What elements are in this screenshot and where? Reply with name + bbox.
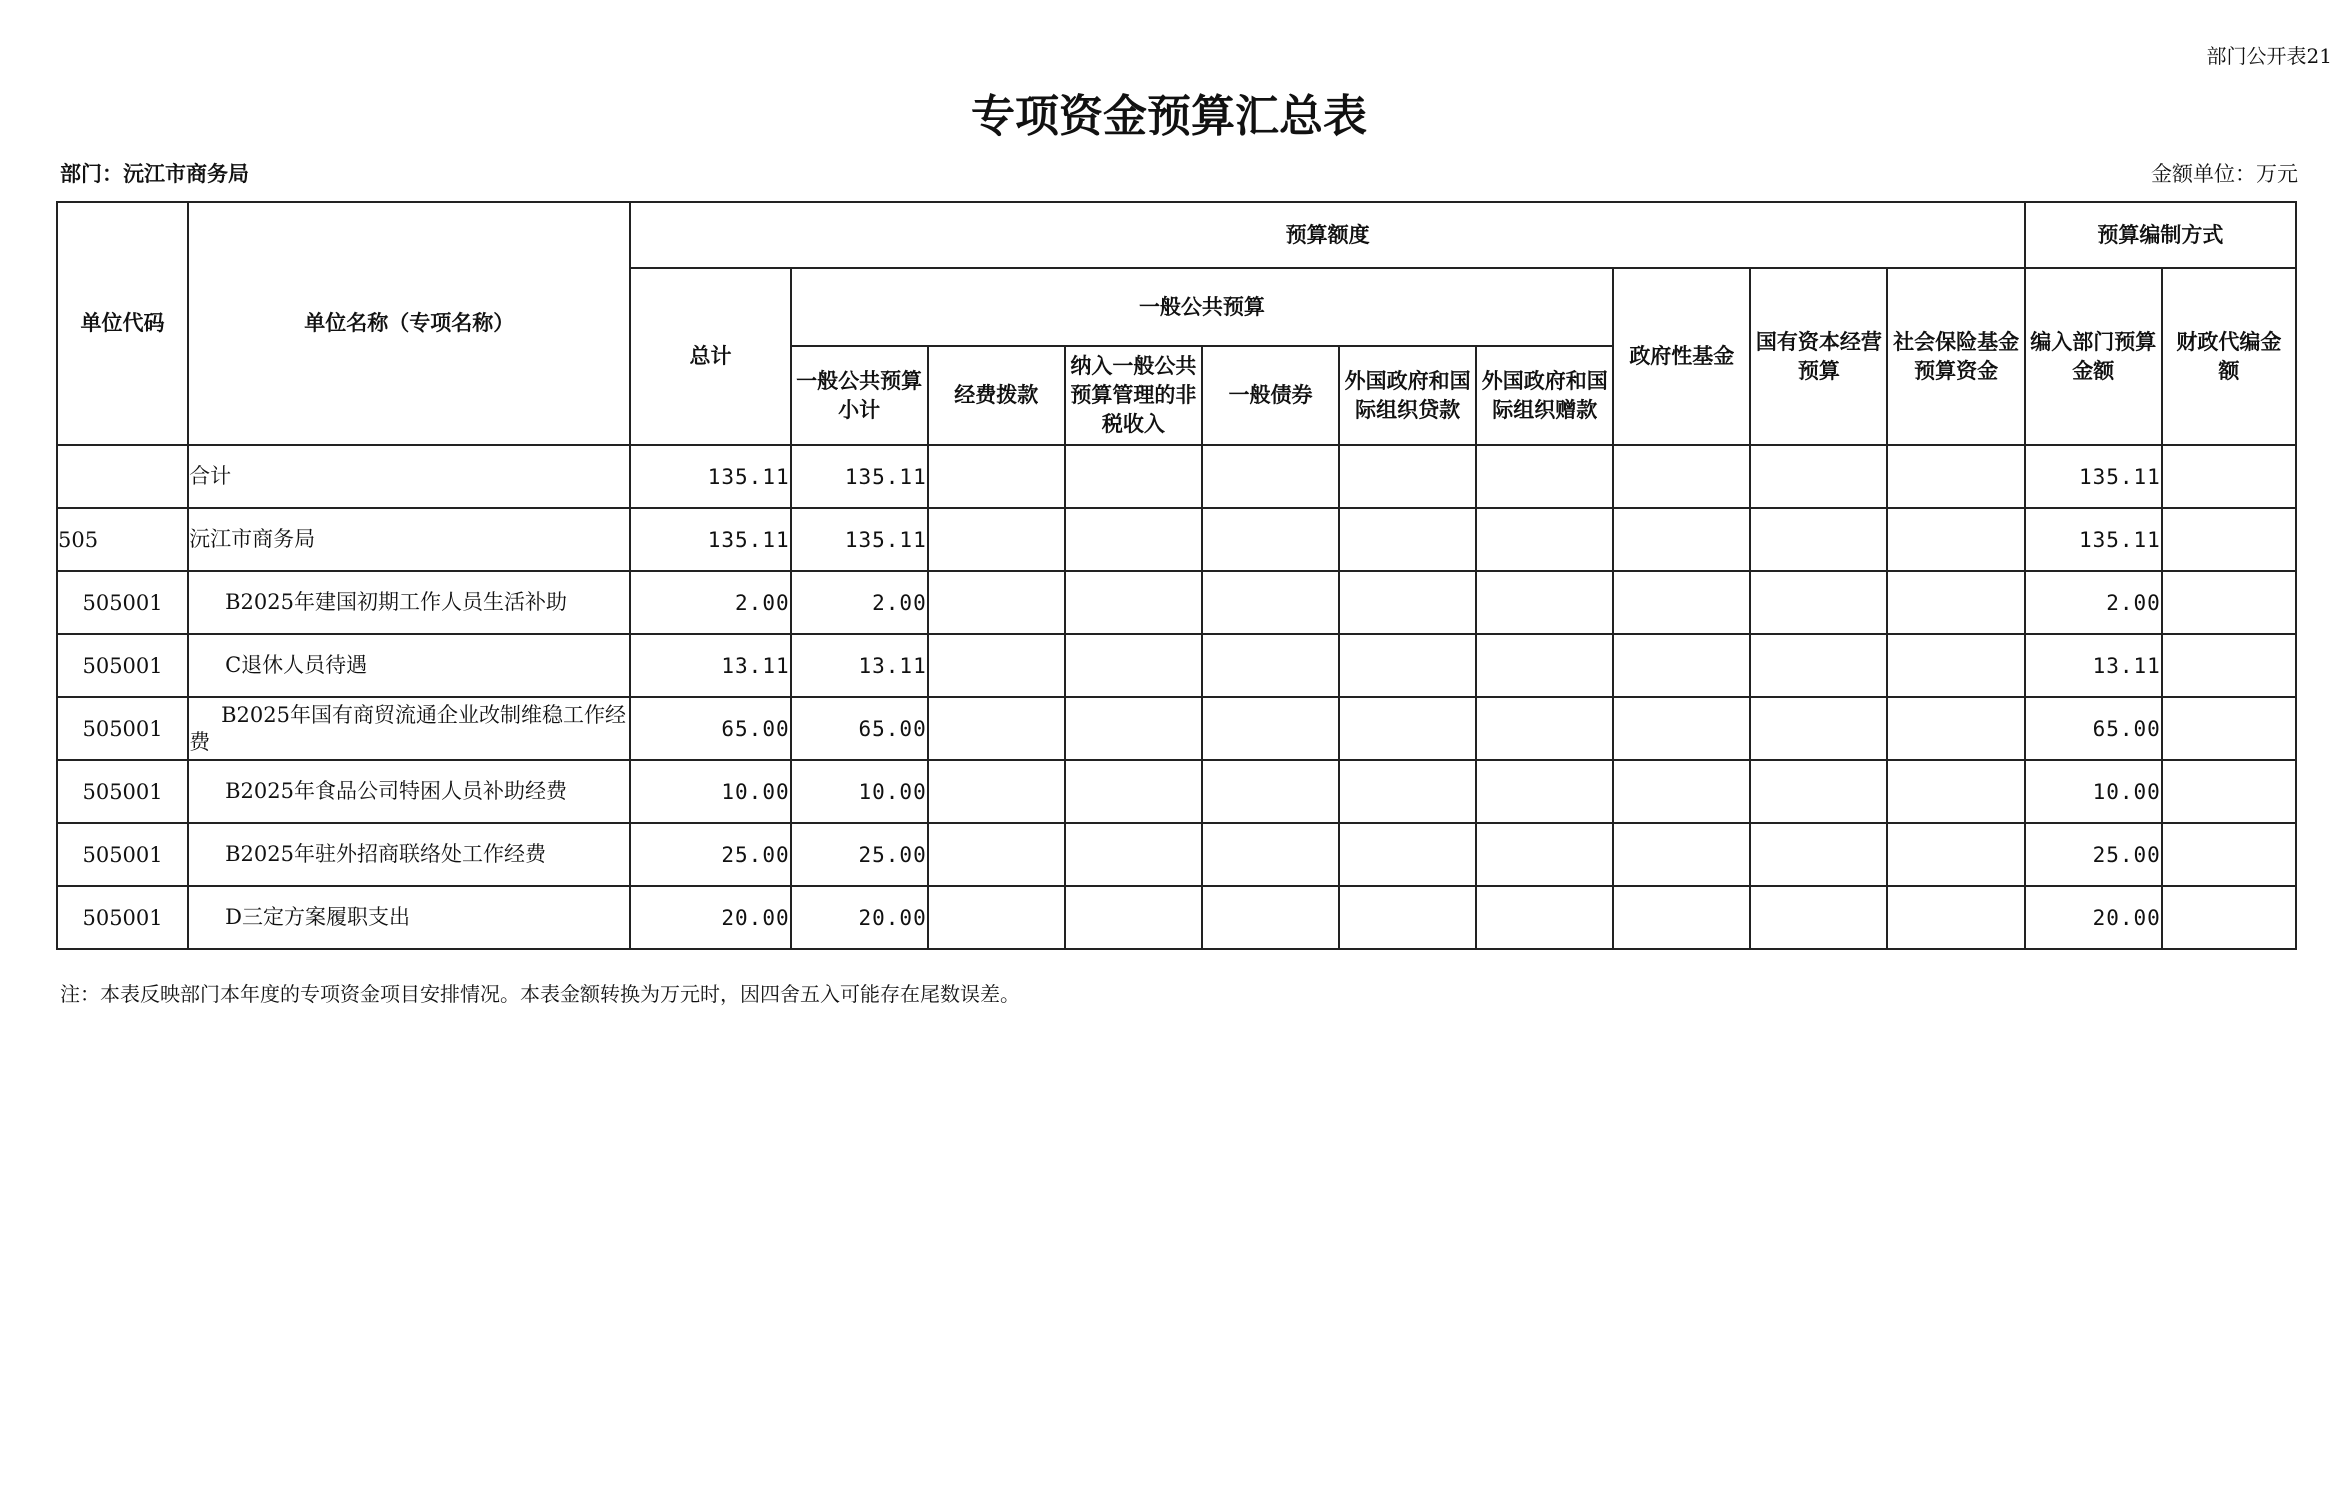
header-budget-method: 预算编制方式	[2025, 202, 2296, 268]
special-fund-budget-table	[56, 201, 2297, 950]
table-row	[57, 697, 2296, 760]
table-row	[57, 445, 2296, 508]
unit-code-cell: 505001	[57, 823, 188, 886]
header-total: 总计	[630, 268, 790, 445]
unit-code-cell: 505	[57, 508, 188, 571]
header-budget-amount: 预算额度	[630, 202, 2024, 268]
dept-budget-cell: 10.00	[2025, 760, 2162, 823]
project-name-cell: B2025年建国初期工作人员生活补助	[188, 571, 630, 634]
gp-subtotal-cell: 2.00	[791, 571, 928, 634]
header-funding-allocation: 经费拨款	[928, 346, 1065, 445]
total-cell: 10.00	[630, 760, 790, 823]
unit-code-cell: 505001	[57, 697, 188, 760]
gp-subtotal-cell: 25.00	[791, 823, 928, 886]
header-foreign-loans: 外国政府和国际组织贷款	[1339, 346, 1476, 445]
header-social-insurance: 社会保险基金预算资金	[1887, 268, 2024, 445]
total-cell: 2.00	[630, 571, 790, 634]
header-dept-budget-amount: 编入部门预算金额	[2025, 268, 2162, 445]
dept-budget-cell: 65.00	[2025, 697, 2162, 760]
table-row	[57, 886, 2296, 949]
footnote: 注：本表反映部门本年度的专项资金项目安排情况。本表金额转换为万元时，因四舍五入可能存在尾数误差。	[60, 982, 1020, 1006]
header-unit-code: 单位代码	[57, 202, 188, 445]
page-title: 专项资金预算汇总表	[971, 91, 1367, 142]
header-non-tax-income: 纳入一般公共预算管理的非税收入	[1065, 346, 1202, 445]
dept-budget-cell: 13.11	[2025, 634, 2162, 697]
gp-subtotal-cell: 10.00	[791, 760, 928, 823]
header-unit-name: 单位名称（专项名称）	[188, 202, 630, 445]
total-cell: 135.11	[630, 445, 790, 508]
header-state-capital: 国有资本经营预算	[1750, 268, 1887, 445]
project-name-cell	[188, 697, 630, 760]
total-cell: 25.00	[630, 823, 790, 886]
department-label: 部门：沅江市商务局	[60, 161, 249, 186]
gp-subtotal-cell: 20.00	[791, 886, 928, 949]
amount-unit-label: 金额单位：万元	[2151, 162, 2298, 186]
gp-subtotal-cell: 65.00	[791, 697, 928, 760]
table-row	[57, 823, 2296, 886]
table-row	[57, 760, 2296, 823]
project-name-cell: D三定方案履职支出	[188, 886, 630, 949]
header-government-fund: 政府性基金	[1613, 268, 1750, 445]
header-fiscal-agent-amount: 财政代编金额	[2162, 268, 2296, 445]
project-name-text: B2025年国有商贸流通企业改制维稳工作经费	[189, 702, 626, 754]
unit-name-cell: 沅江市商务局	[188, 508, 630, 571]
header-general-public-budget: 一般公共预算	[791, 268, 1614, 346]
table-row	[57, 571, 2296, 634]
gp-subtotal-cell: 135.11	[791, 508, 928, 571]
dept-budget-cell: 2.00	[2025, 571, 2162, 634]
dept-budget-cell: 135.11	[2025, 508, 2162, 571]
total-cell: 13.11	[630, 634, 790, 697]
dept-budget-cell: 135.11	[2025, 445, 2162, 508]
unit-code-cell	[57, 445, 188, 508]
total-cell: 65.00	[630, 697, 790, 760]
header-gp-subtotal: 一般公共预算小计	[791, 346, 928, 445]
header-general-bonds: 一般债券	[1202, 346, 1339, 445]
table-row	[57, 508, 2296, 571]
unit-code-cell: 505001	[57, 571, 188, 634]
total-cell: 135.11	[630, 508, 790, 571]
project-name-cell: B2025年驻外招商联络处工作经费	[188, 823, 630, 886]
unit-code-cell: 505001	[57, 760, 188, 823]
dept-budget-cell: 20.00	[2025, 886, 2162, 949]
project-name-cell: C退休人员待遇	[188, 634, 630, 697]
header-foreign-grants: 外国政府和国际组织赠款	[1476, 346, 1613, 445]
sheet-number: 部门公开表21	[2206, 44, 2332, 68]
unit-code-cell: 505001	[57, 634, 188, 697]
gp-subtotal-cell: 13.11	[791, 634, 928, 697]
table-row	[57, 634, 2296, 697]
project-name-cell: B2025年食品公司特困人员补助经费	[188, 760, 630, 823]
dept-budget-cell: 25.00	[2025, 823, 2162, 886]
unit-name-cell: 合计	[188, 445, 630, 508]
unit-code-cell: 505001	[57, 886, 188, 949]
total-cell: 20.00	[630, 886, 790, 949]
gp-subtotal-cell: 135.11	[791, 445, 928, 508]
